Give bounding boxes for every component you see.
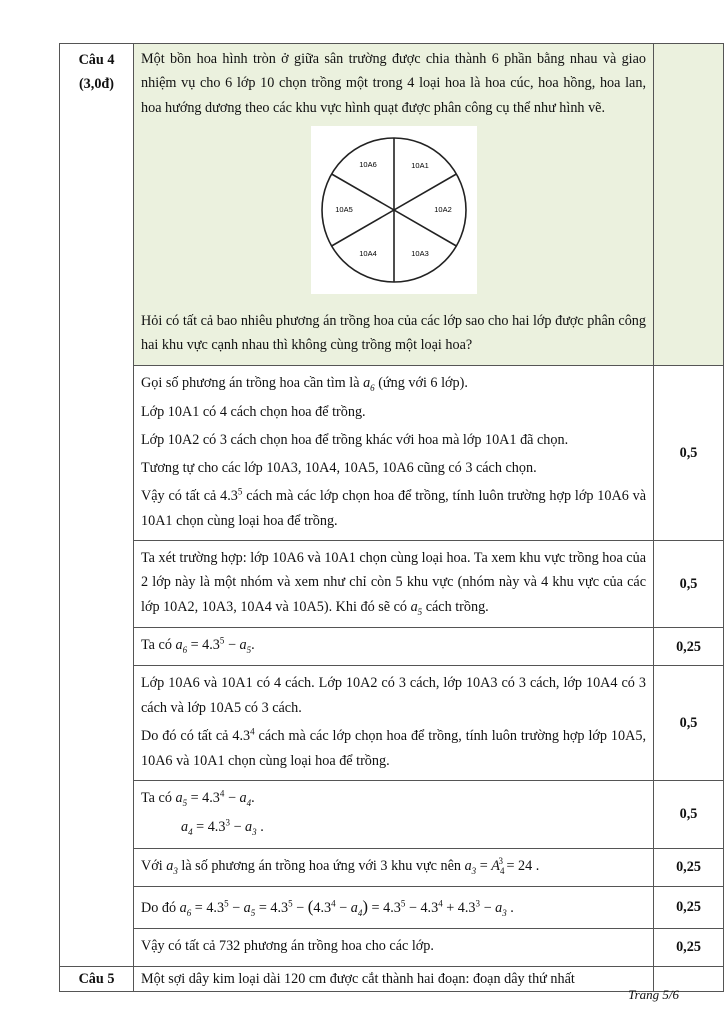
solution-step-7: Do đó $a_6 = 4.3^5 - a_5 = 4.3^5 - (4.3^4 - a_4) = 4.3^5 - 4.3^4 + 4.3^3 - a_3$ . [134,886,654,928]
question-4-label: Câu 4 [78,52,115,68]
question-5-label: Câu 5 [60,966,134,991]
question-4-question: Hỏi có tất cả bao nhiêu phương án trồng hoa của các lớp sao cho hai lớp được phân công hai khu vực cạnh nhau thì không cùng trồng một loại hoa? [141,312,646,354]
question-4-points: (3,0đ) [78,76,115,93]
solution-step-3: Ta có $a_6 = 4.3^5 - a_5$. [134,628,654,666]
sector-label-10a5: 10A5 [334,205,353,215]
score-step-4: 0,5 [654,666,724,781]
question-4-label-cell [60,44,134,967]
solution-step-2: Ta xét trường hợp: lớp 10A6 và 10A1 chọn cùng loại hoa. Ta xem khu vực trồng hoa của 2 lớp này là một nhóm và xem như chỉ còn 5 khu vực (nhóm này và 4 khu vực của các lớp 10A2, 10A3, 10A4 và 10A5). Khi đó sẽ có $a_5$ cách trồng. [134,540,654,627]
solution-step-4: Lớp 10A6 và 10A1 có 4 cách. Lớp 10A2 có 3 cách, lớp 10A3 có 3 cách, lớp 10A4 có 3 cách và lớp 10A5 có 3 cách. Do đó có tất cả $4.3^4$ cách mà các lớp chọn hoa để trồng, tính luôn trường hợp lớp 10A5, 10A6 và 10A1 chọn cùng loại hoa để trồng. [134,666,654,781]
sector-label-10a2: 10A2 [433,205,452,215]
score-conclusion: 0,25 [654,929,724,966]
score-step-3: 0,25 [654,628,724,666]
score-step-6: 0,25 [654,848,724,886]
sector-label-10a1: 10A1 [410,161,429,171]
sector-label-10a6: 10A6 [358,160,377,170]
answer-table [59,43,724,992]
question-5-statement: Một sợi dây kim loại dài 120 cm được cắt thành hai đoạn: đoạn dây thứ nhất [134,966,654,991]
page-number: Trang 5/6 [628,987,679,1002]
flower-bed-diagram [311,126,477,294]
question-4-score-blank [654,44,724,366]
score-step-1: 0,5 [654,365,724,540]
solution-conclusion: Vậy có tất cả 732 phương án trồng hoa cho các lớp. [134,929,654,966]
sector-label-10a4: 10A4 [358,249,377,259]
score-step-5: 0,5 [654,781,724,849]
solution-step-1: Gọi số phương án trồng hoa cần tìm là $a_6$ (ứng với 6 lớp). Lớp 10A1 có 4 cách chọn hoa để trồng. Lớp 10A2 có 3 cách chọn hoa để trồng khác với hoa mà lớp 10A1 đã chọn. Tương tự cho các lớp 10A3, 10A4, 10A5, 10A6 cũng có 3 cách chọn. Vậy có tất cả $4.3^5$ cách mà các lớp chọn hoa để trồng, tính luôn trường hợp lớp 10A6 và 10A1 chọn cùng loại hoa để trồng. [134,365,654,540]
solution-step-5: Ta có $a_5 = 4.3^4 - a_4$. $a_4 = 4.3^3 - a_3$ . [134,781,654,849]
question-4-statement [134,44,654,366]
flower-bed-figure [141,126,646,302]
score-step-2: 0,5 [654,540,724,627]
question-4-intro: Một bồn hoa hình tròn ở giữa sân trường được chia thành 6 phần bằng nhau và giao nhiệm vụ cho 6 lớp 10 chọn trồng một trong 4 loại hoa là hoa cúc, hoa hồng, hoa lan, hoa hướng dương theo các khu vực hình quạt được phân công cụ thể như hình vẽ. [141,51,646,116]
sector-label-10a3: 10A3 [410,249,429,259]
solution-step-6: Với $a_3$ là số phương án trồng hoa ứng với 3 khu vực nên $a_3 = A_4^3 = 24$ . [134,848,654,886]
score-step-7: 0,25 [654,886,724,928]
